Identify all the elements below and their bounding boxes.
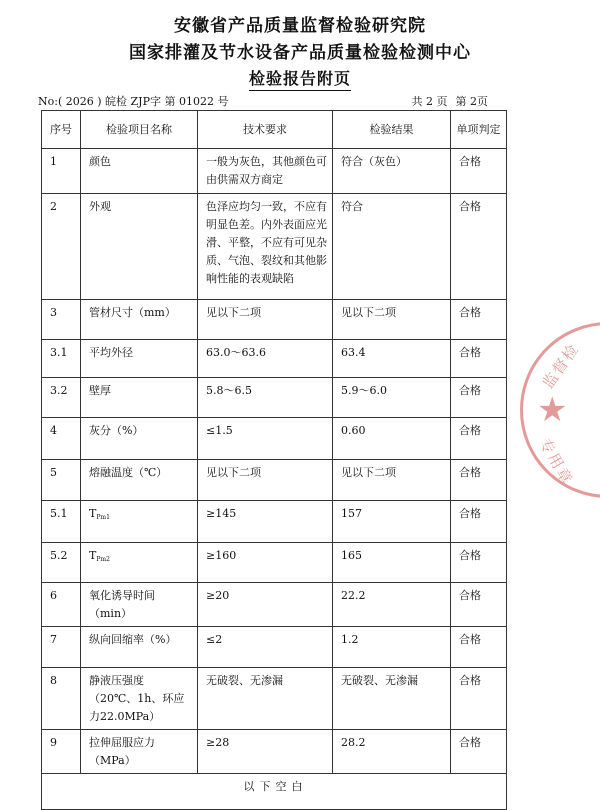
row-result: 63.4 xyxy=(333,340,451,378)
row-no: 3.1 xyxy=(42,340,81,378)
row-no: 2 xyxy=(42,194,81,300)
row-verdict: 合格 xyxy=(451,668,507,730)
row-item: 氧化诱导时间（min） xyxy=(81,583,198,627)
temp-symbol: T xyxy=(89,549,97,562)
official-seal xyxy=(520,322,600,498)
row-result: 28.2 xyxy=(333,730,451,774)
row-item xyxy=(81,501,198,543)
row-no: 5.2 xyxy=(42,543,81,583)
row-result: 符合 xyxy=(333,194,451,300)
row-item xyxy=(81,543,198,583)
page-title xyxy=(0,66,600,89)
table-row xyxy=(42,378,507,418)
row-result: 165 xyxy=(333,543,451,583)
row-result: 无破裂、无渗漏 xyxy=(333,668,451,730)
table-row xyxy=(42,340,507,378)
row-requirement: 无破裂、无渗漏 xyxy=(198,668,333,730)
row-no: 4 xyxy=(42,418,81,460)
row-item: 纵向回缩率（%） xyxy=(81,627,198,668)
row-requirement: 63.0～63.6 xyxy=(198,340,333,378)
star-icon: ★ xyxy=(537,390,568,430)
row-no: 1 xyxy=(42,149,81,194)
row-requirement: 一般为灰色，其他颜色可由供需双方商定 xyxy=(198,149,333,194)
table-row xyxy=(42,194,507,300)
row-no: 6 xyxy=(42,583,81,627)
table-header-row xyxy=(42,111,507,149)
row-requirement: 色泽应均匀一致，不应有明显色差。内外表面应光滑、平整，不应有可见杂质、气泡、裂纹和其他影响性能的表观缺陷 xyxy=(198,194,333,300)
temp-subscript: Pm1 xyxy=(96,514,110,521)
row-verdict: 合格 xyxy=(451,378,507,418)
table-row xyxy=(42,149,507,194)
table-row xyxy=(42,730,507,774)
row-item: 壁厚 xyxy=(81,378,198,418)
row-result: 5.9～6.0 xyxy=(333,378,451,418)
header-result: 检验结果 xyxy=(333,111,451,149)
row-item: 拉伸屈服应力（MPa） xyxy=(81,730,198,774)
temp-subscript: Pm2 xyxy=(96,556,110,563)
table-row xyxy=(42,668,507,730)
page-info xyxy=(412,93,489,109)
total-pages: 共 2 页 xyxy=(411,95,448,108)
current-page: 第 2页 xyxy=(455,95,488,108)
row-item: 外观 xyxy=(81,194,198,300)
closing-row xyxy=(42,774,507,810)
blank-below-note: 以下空白 xyxy=(42,774,507,810)
row-result: 0.60 xyxy=(333,418,451,460)
row-verdict: 合格 xyxy=(451,300,507,340)
inspection-table xyxy=(41,110,507,810)
table-row xyxy=(42,627,507,668)
row-verdict: 合格 xyxy=(451,543,507,583)
row-item: 管材尺寸（mm） xyxy=(81,300,198,340)
row-item: 颜色 xyxy=(81,149,198,194)
row-verdict: 合格 xyxy=(451,194,507,300)
row-no: 7 xyxy=(42,627,81,668)
row-no: 8 xyxy=(42,668,81,730)
row-requirement: ≥160 xyxy=(198,543,333,583)
row-no: 5.1 xyxy=(42,501,81,543)
institute-title: 安徽省产品质量监督检验研究院 xyxy=(174,16,426,36)
row-verdict: 合格 xyxy=(451,501,507,543)
report-number: No:( 2026 ) 皖检 ZJP字 第 01022 号 xyxy=(38,95,229,108)
row-no: 5 xyxy=(42,460,81,501)
row-no: 3 xyxy=(42,300,81,340)
row-result: 见以下二项 xyxy=(333,460,451,501)
row-requirement: 见以下二项 xyxy=(198,300,333,340)
row-requirement: 5.8～6.5 xyxy=(198,378,333,418)
row-result: 1.2 xyxy=(333,627,451,668)
header-verdict: 单项判定 xyxy=(451,111,507,149)
row-item: 熔融温度（℃） xyxy=(81,460,198,501)
row-result: 见以下二项 xyxy=(333,300,451,340)
center-title: 国家排灌及节水设备产品质量检验检测中心 xyxy=(129,43,471,63)
row-requirement: ≥145 xyxy=(198,501,333,543)
table-row xyxy=(42,501,507,543)
row-requirement: 见以下二项 xyxy=(198,460,333,501)
row-verdict: 合格 xyxy=(451,460,507,501)
row-item: 静液压强度（20℃、1h、环应力22.0MPa） xyxy=(81,668,198,730)
row-no: 9 xyxy=(42,730,81,774)
table-row xyxy=(42,583,507,627)
row-verdict: 合格 xyxy=(451,418,507,460)
row-result: 157 xyxy=(333,501,451,543)
row-requirement: ≤2 xyxy=(198,627,333,668)
temp-symbol: T xyxy=(89,507,97,520)
row-result: 符合（灰色） xyxy=(333,149,451,194)
row-item: 灰分（%） xyxy=(81,418,198,460)
header-no: 序号 xyxy=(42,111,81,149)
header-requirement: 技术要求 xyxy=(198,111,333,149)
table-row xyxy=(42,300,507,340)
row-verdict: 合格 xyxy=(451,627,507,668)
seal-bottom-text: 专用章 xyxy=(535,435,577,489)
table-row xyxy=(42,543,507,583)
row-no: 3.2 xyxy=(42,378,81,418)
row-result: 22.2 xyxy=(333,583,451,627)
table-row xyxy=(42,418,507,460)
row-verdict: 合格 xyxy=(451,730,507,774)
table-row xyxy=(42,460,507,501)
row-verdict: 合格 xyxy=(451,583,507,627)
header-item: 检验项目名称 xyxy=(81,111,198,149)
row-requirement: ≥20 xyxy=(198,583,333,627)
page-title-text: 检验报告附页 xyxy=(249,69,351,91)
seal-top-text: 监督检 xyxy=(538,339,583,392)
row-requirement: ≤1.5 xyxy=(198,418,333,460)
row-requirement: ≥28 xyxy=(198,730,333,774)
row-item: 平均外径 xyxy=(81,340,198,378)
row-verdict: 合格 xyxy=(451,340,507,378)
row-verdict: 合格 xyxy=(451,149,507,194)
